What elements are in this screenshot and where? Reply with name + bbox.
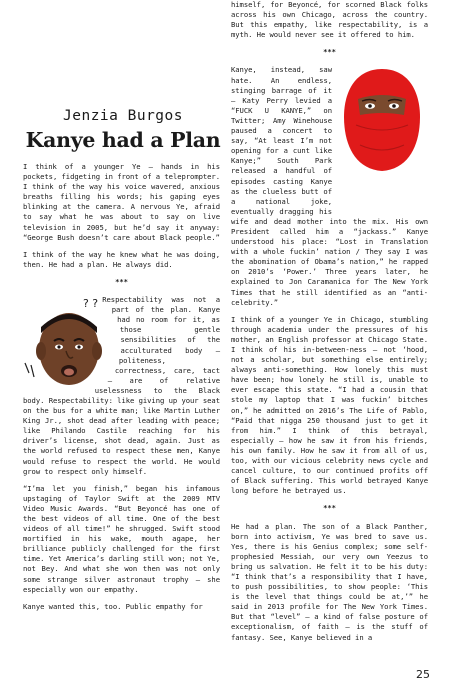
paragraph: “I’ma let you finish,” began his infamous upstaging of Taylor Swift at the 2009 MTV Video Music Awards. “But Beyoncé has one of the best videos of all time. One of the best videos of all time!” he shrugged. Swift stood mortified in his wake, mouth agape, her brilliance publicly challenged for the first time. Yet America’s darling still won; not Ye, not Bey. And what she won then was not only some strange silver astronaut trophy – she especially won our empathy. [23,483,220,594]
paragraph: Kanye wanted this, too. Public empathy for [23,601,203,611]
section-separator: *** [115,276,128,286]
red-ski-mask-illustration [336,65,428,175]
headline: Kanye had a Plan [25,128,221,152]
section-separator: *** [323,47,336,57]
section-separator: *** [323,503,336,513]
red-mask-portrait-image [336,65,428,205]
kanye-face-illustration [21,295,117,391]
svg-text:? ?: ? ? [83,297,99,311]
paragraph: I think of the way he knew what he was doing, then. He had a plan. He always did. [23,249,220,269]
paragraph: I think of a younger Ye in Chicago, stumbling through academia under the pressures of his mother, an English professor at Chicago State. I think of his in-between-ness – not ‘hood, not a scholar, but something else entirely; always anti-something. How lonely this must have been; how lonely he still is, unable to ever escape this state. “I had a cousin that stole my laptop that I was fuckin’ bitches on,” he admitted on 2016’s The Life of Pablo, “Paid that nigga 250 thousand just to get it from him.” I think of this betrayal, especially – how he saw it from his friends, his own family. How he saw it from all of us, too, with our vicious celebrity news cycle and cancel culture, to our continued profits off of Black suffering. This world betrayed Kanye long before he betrayed us. [231,314,428,496]
byline: Jenzia Burgos [63,108,183,124]
right-column [231,0,428,650]
paragraph: Respectability was not a part of the plan. Kanye had no room for it, as those gentle sensibilities of the acculturated body – politeness, correctness, care, tact – are of relative uselessness to the Black body. Respectability: like giving up your seat on the bus for a white man; like Martin Luther King Jr., shot dead after leading with peace; like Philando Castile reaching for his driver’s license, shot dead, again. Just as the world refused to respect these men, Kanye would refuse to respect the world. He would grow to respect only himself. [23,295,220,476]
kanye-portrait-image [21,295,117,391]
page-number: 25 [416,668,430,681]
left-column [23,162,220,619]
paragraph: He had a plan. The son of a Black Panther, born into activism, Ye was bred to save us. Yes, there is his Genius complex; some self-prophesied Messiah, our very own Yeezus to bring us salvation. He felt it to be his duty: “I think that’s a responsibility that I have, to push possibilities, to show people: ‘This is the level that things could be at,’” he said in 2013 profile for The New York Times. But that “level” – a kind of false posture of exceptionalism, of faith – is the stuff of fantasy. See, Kanye believed in a [231,521,428,642]
paragraph: himself, for Beyoncé, for scorned Black folks across his own Chicago, across the country. But this empathy, like respectability, is a myth. He would never see it offered to him. [231,0,428,40]
paragraph: Kanye, instead, saw hate. An endless, stinging barrage of it – Katy Perry levied a “FUCK U KANYE,” on Twitter; Amy Winehouse paused a concert to say, “At least I’m not opening for a cunt like Kanye;” South Park released a handful of episodes casting Kanye as the clueless butt of a national joke, eventually dragging his wife and dead mother into the mix. His own President called him a “jackass.” Kanye understood his place: “Lost in Translation with a whole fuckin’ nation / They say I was the abomination of Obama’s nation,” he rapped on 2010’s ‘Power.’ Three years later, he explained to Jon Caramanica for The New York Times that he still identified as an “anti-celebrity.” [231,65,428,307]
question-marks [83,297,98,310]
paragraph: I think of a younger Ye – hands in his pockets, fidgeting in front of a teleprompter. I think of the way his voice wavered, anxious breaths filling his words; his gaping eyes blinking at the camera. A nervous Ye, afraid to say what he was about to say on live television in 2005, but he’d say it anyway: “George Bush doesn’t care about Black people.” [23,162,220,242]
